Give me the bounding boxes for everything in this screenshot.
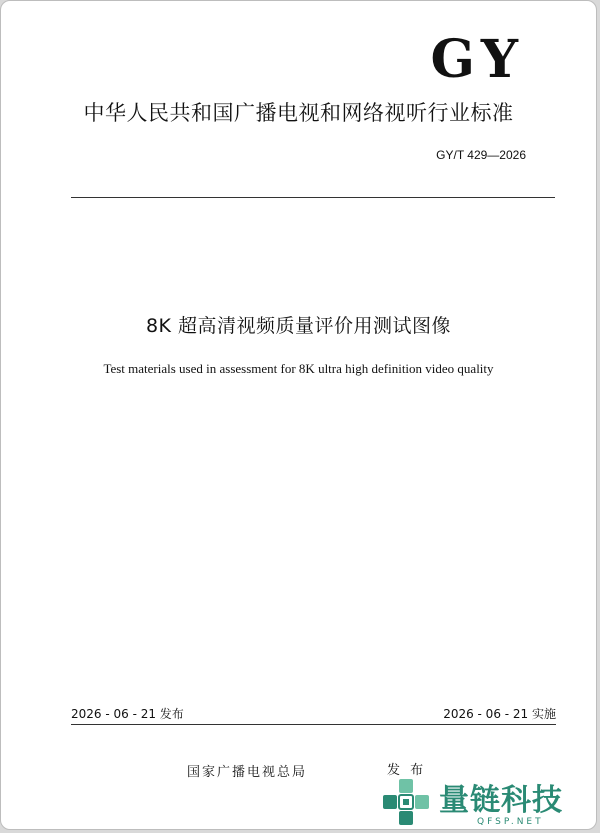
watermark-name: 量链科技 bbox=[439, 783, 563, 818]
cross-logo-icon bbox=[381, 777, 431, 827]
gy-logo: GY bbox=[430, 29, 524, 90]
document-title-zh: 8K 超高清视频质量评价用测试图像 bbox=[145, 315, 452, 337]
organization-heading: 中华人民共和国广播电视和网络视听行业标准 bbox=[83, 101, 514, 125]
issue-date: 2026 - 06 - 21 发布 bbox=[71, 707, 184, 721]
implement-date: 2026 - 06 - 21 实施 bbox=[443, 707, 556, 721]
bottom-divider bbox=[71, 724, 556, 725]
publish-label: 发 布 bbox=[387, 763, 427, 778]
standard-code: GY/T 429—2026 bbox=[436, 148, 526, 162]
issuer-name: 国家广播电视总局 bbox=[187, 765, 308, 780]
top-divider bbox=[71, 197, 555, 198]
document-title-en: Test materials used in assessment for 8K ultra high definition video quality bbox=[103, 361, 494, 376]
watermark bbox=[381, 773, 597, 830]
watermark-url: QFSP.NET bbox=[477, 817, 544, 827]
